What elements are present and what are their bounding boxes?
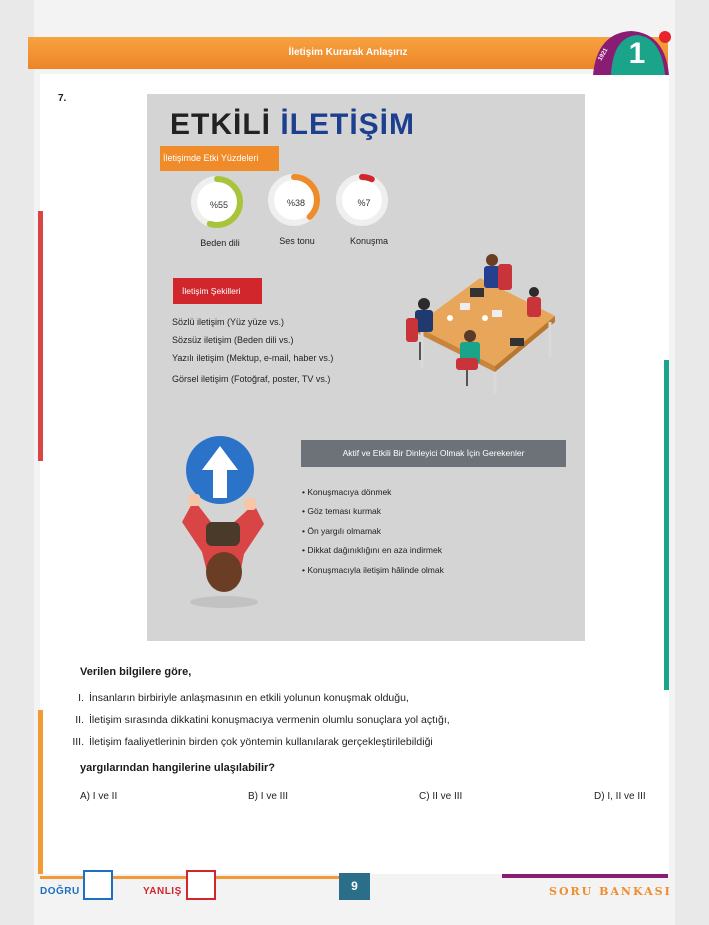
option-a[interactable]: A) I ve II bbox=[80, 791, 118, 802]
side-accent-red bbox=[38, 211, 43, 461]
communication-type-item: Görsel iletişim (Fotoğraf, poster, TV vs.) bbox=[172, 374, 331, 384]
correct-count-box[interactable] bbox=[83, 870, 113, 900]
listener-item: • Dikkat dağınıklığını en aza indirmek bbox=[302, 545, 442, 555]
background-stripe bbox=[675, 0, 709, 925]
header-title: İletişim Kurarak Anlaşırız bbox=[288, 47, 408, 58]
listener-illustration bbox=[174, 434, 270, 610]
donut-caption: Konuşma bbox=[349, 236, 389, 246]
donut-caption: Ses tonu bbox=[279, 236, 315, 246]
listener-item: • Konuşmacıya dönmek bbox=[302, 487, 392, 497]
active-listener-label: Aktif ve Etkili Bir Dinleyici Olmak İçin Gerekenler bbox=[301, 440, 566, 467]
donut-value: %55 bbox=[209, 200, 228, 210]
communication-types-label: İletişim Şekilleri bbox=[173, 278, 262, 304]
statement-text: İnsanların birbiriyle anlaşmasının en etkili yolunun konuşmak olduğu, bbox=[89, 692, 409, 704]
donut-caption: Beden dili bbox=[200, 238, 240, 248]
listener-item: • Göz teması kurmak bbox=[302, 506, 382, 516]
unit-badge bbox=[589, 25, 673, 75]
effect-percent-label: İletişimde Etki Yüzdeleri bbox=[160, 146, 279, 171]
question-intro: Verilen bilgilere göre, bbox=[80, 666, 192, 678]
wrong-label: YANLIŞ bbox=[143, 886, 182, 897]
correct-label: DOĞRU bbox=[40, 886, 80, 897]
statement-3 bbox=[68, 736, 433, 748]
listener-item: • Ön yargılı olmamak bbox=[302, 526, 382, 536]
option-d[interactable]: D) I, II ve III bbox=[594, 791, 646, 802]
option-b[interactable]: B) I ve III bbox=[248, 791, 289, 802]
statement-text: İletişim faaliyetlerinin birden çok yöntemin kullanılarak gerçekleştirilebildiği bbox=[89, 736, 433, 748]
question-number: 7. bbox=[58, 93, 67, 104]
infographic-title-part1: ETKİLİ bbox=[169, 108, 271, 141]
wrong-count-box[interactable] bbox=[186, 870, 216, 900]
communication-type-item: Sözsüz iletişim (Beden dili vs.) bbox=[172, 335, 294, 345]
side-accent-teal bbox=[664, 360, 669, 690]
footer-line-right bbox=[502, 874, 668, 878]
communication-type-item: Yazılı iletişim (Mektup, e-mail, haber vs.) bbox=[172, 353, 334, 363]
statement-roman: III. bbox=[72, 736, 84, 748]
option-c[interactable]: C) II ve III bbox=[419, 791, 463, 802]
statement-2 bbox=[68, 714, 450, 726]
book-label: SORU BANKASI bbox=[549, 885, 672, 898]
statement-roman: II. bbox=[75, 714, 84, 726]
statement-1 bbox=[68, 692, 409, 704]
infographic-title-part2: İLETİŞİM bbox=[280, 108, 415, 141]
communication-type-item: Sözlü iletişim (Yüz yüze vs.) bbox=[172, 317, 285, 327]
side-accent-orange bbox=[38, 710, 43, 874]
page-number: 9 bbox=[339, 873, 370, 900]
statement-text: İletişim sırasında dikkatini konuşmacıya vermenin olumlu sonuçlara yol açtığı, bbox=[89, 714, 450, 726]
question-end: yargılarından hangilerine ulaşılabilir? bbox=[80, 762, 275, 774]
unit-number: 1 bbox=[628, 37, 646, 70]
meeting-illustration bbox=[400, 248, 565, 396]
statement-roman: I. bbox=[78, 692, 84, 704]
listener-item: • Konuşmacıyla iletişim hâlinde olmak bbox=[302, 565, 444, 575]
donut-value: %38 bbox=[286, 198, 305, 208]
page-header bbox=[28, 37, 668, 69]
badge-year: 1921 bbox=[597, 47, 610, 62]
infographic-title bbox=[0, 108, 585, 142]
donut-value: %7 bbox=[357, 198, 371, 208]
